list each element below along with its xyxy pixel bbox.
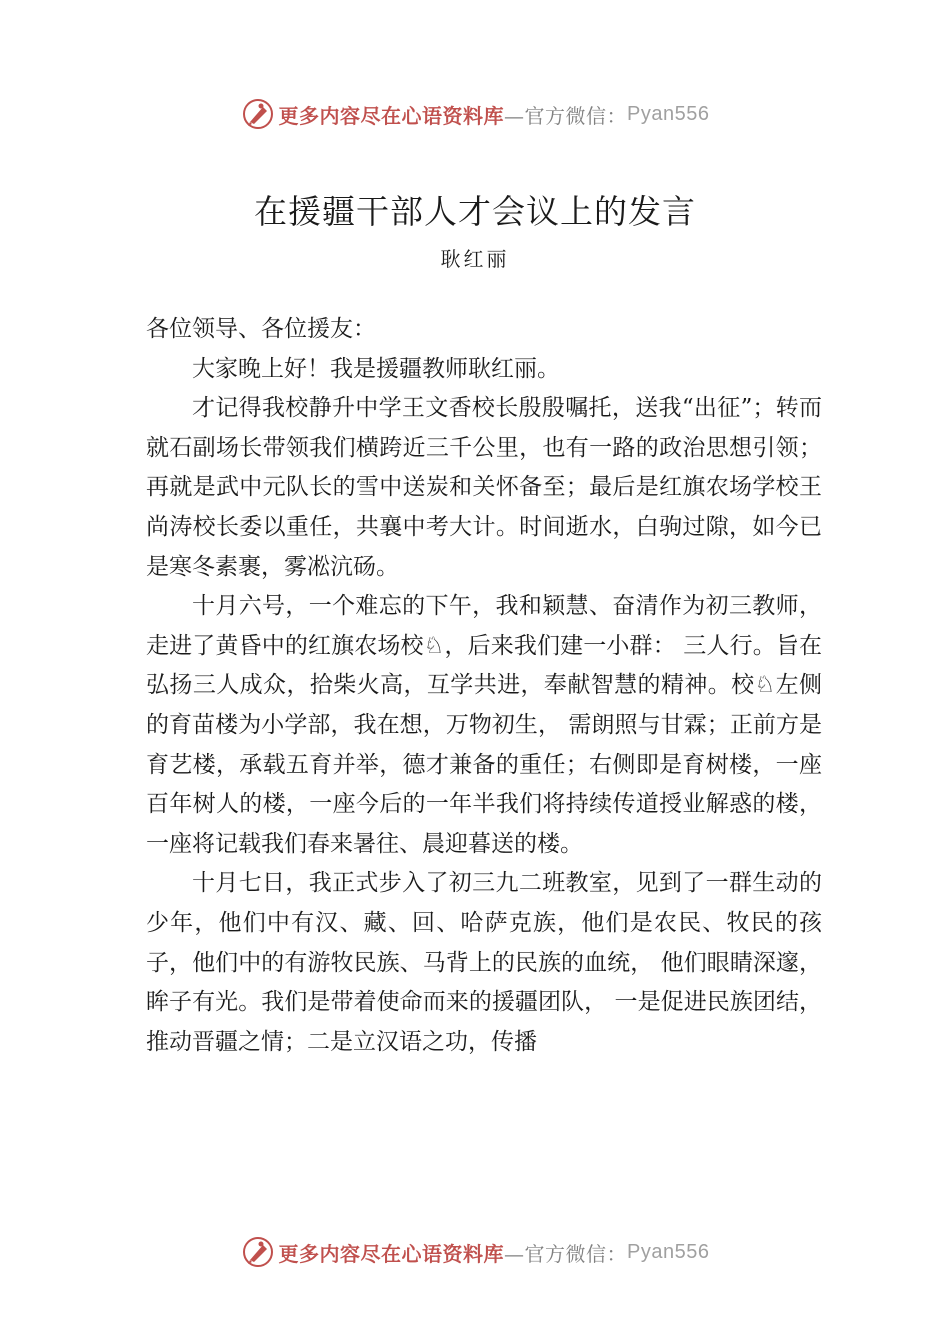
paragraph: 十月七日，我正式步入了初三九二班教室，见到了一群生动的少年，他们中有汉、藏、回、哈萨克族，他们是农民、牧民的孩子，他们中的有游牧民族、马背上的民族的血统， 他们眼睛深邃，眸子有光。我们是带着使命而来的援疆团队， 一是促进民族团结，推动晋疆之情；二是立汉语之功，传播 (146, 870, 822, 1055)
banner-wechat-id: Pyan556 (627, 102, 710, 125)
paragraph: 才记得我校静升中学王文香校长殷殷嘱托，送我“出征”；转而就石副场长带领我们横跨近三千公里，也有一路的政治思想引领；再就是武中元队长的雪中送炭和关怀备至；最后是红旗农场学校王尚涛校长委以重任，共襄中考大计。时间逝水，白驹过隙，如今已是寒冬素裹，雾凇沆砀。 (146, 395, 822, 580)
banner-wechat-label: —官方微信： (504, 103, 628, 128)
greeting: 各位领导、各位援友： (146, 316, 376, 342)
pen-nib-logo-icon (241, 1235, 275, 1269)
banner-wechat-label: —官方微信： (504, 1241, 628, 1266)
banner-site-name: 更多内容尽在心语资料库 (278, 1241, 505, 1266)
pen-nib-logo-icon (241, 97, 275, 131)
bottom-banner (0, 1232, 950, 1272)
paragraph: 十月六号，一个难忘的下午，我和颖慧、奋清作为初三教师，走进了黄昏中的红旗农场校♘，后来我们建一小群： 三人行。旨在弘扬三人成众，拾柴火高，互学共进，奉献智慧的精神。校♘左侧的育苗楼为小学部，我在想，万物初生， 需朗照与甘霖；正前方是育艺楼，承载五育并举，德才兼备的重任；右侧即是育树楼，一座百年树人的楼，一座今后的一年半我们将持续传道授业解惑的楼，一座将记载我们春来暑往、晨迎暮送的楼。 (146, 593, 822, 857)
banner-wechat-id: Pyan556 (627, 1240, 710, 1263)
paragraph: 大家晚上好！我是援疆教师耿红丽。 (192, 355, 560, 382)
document-author: 耿红丽 (440, 247, 510, 271)
banner-site-name: 更多内容尽在心语资料库 (278, 103, 505, 128)
top-banner (0, 94, 950, 134)
document-body (146, 310, 822, 1062)
document-title: 在援疆干部人才会议上的发言 (254, 192, 696, 231)
